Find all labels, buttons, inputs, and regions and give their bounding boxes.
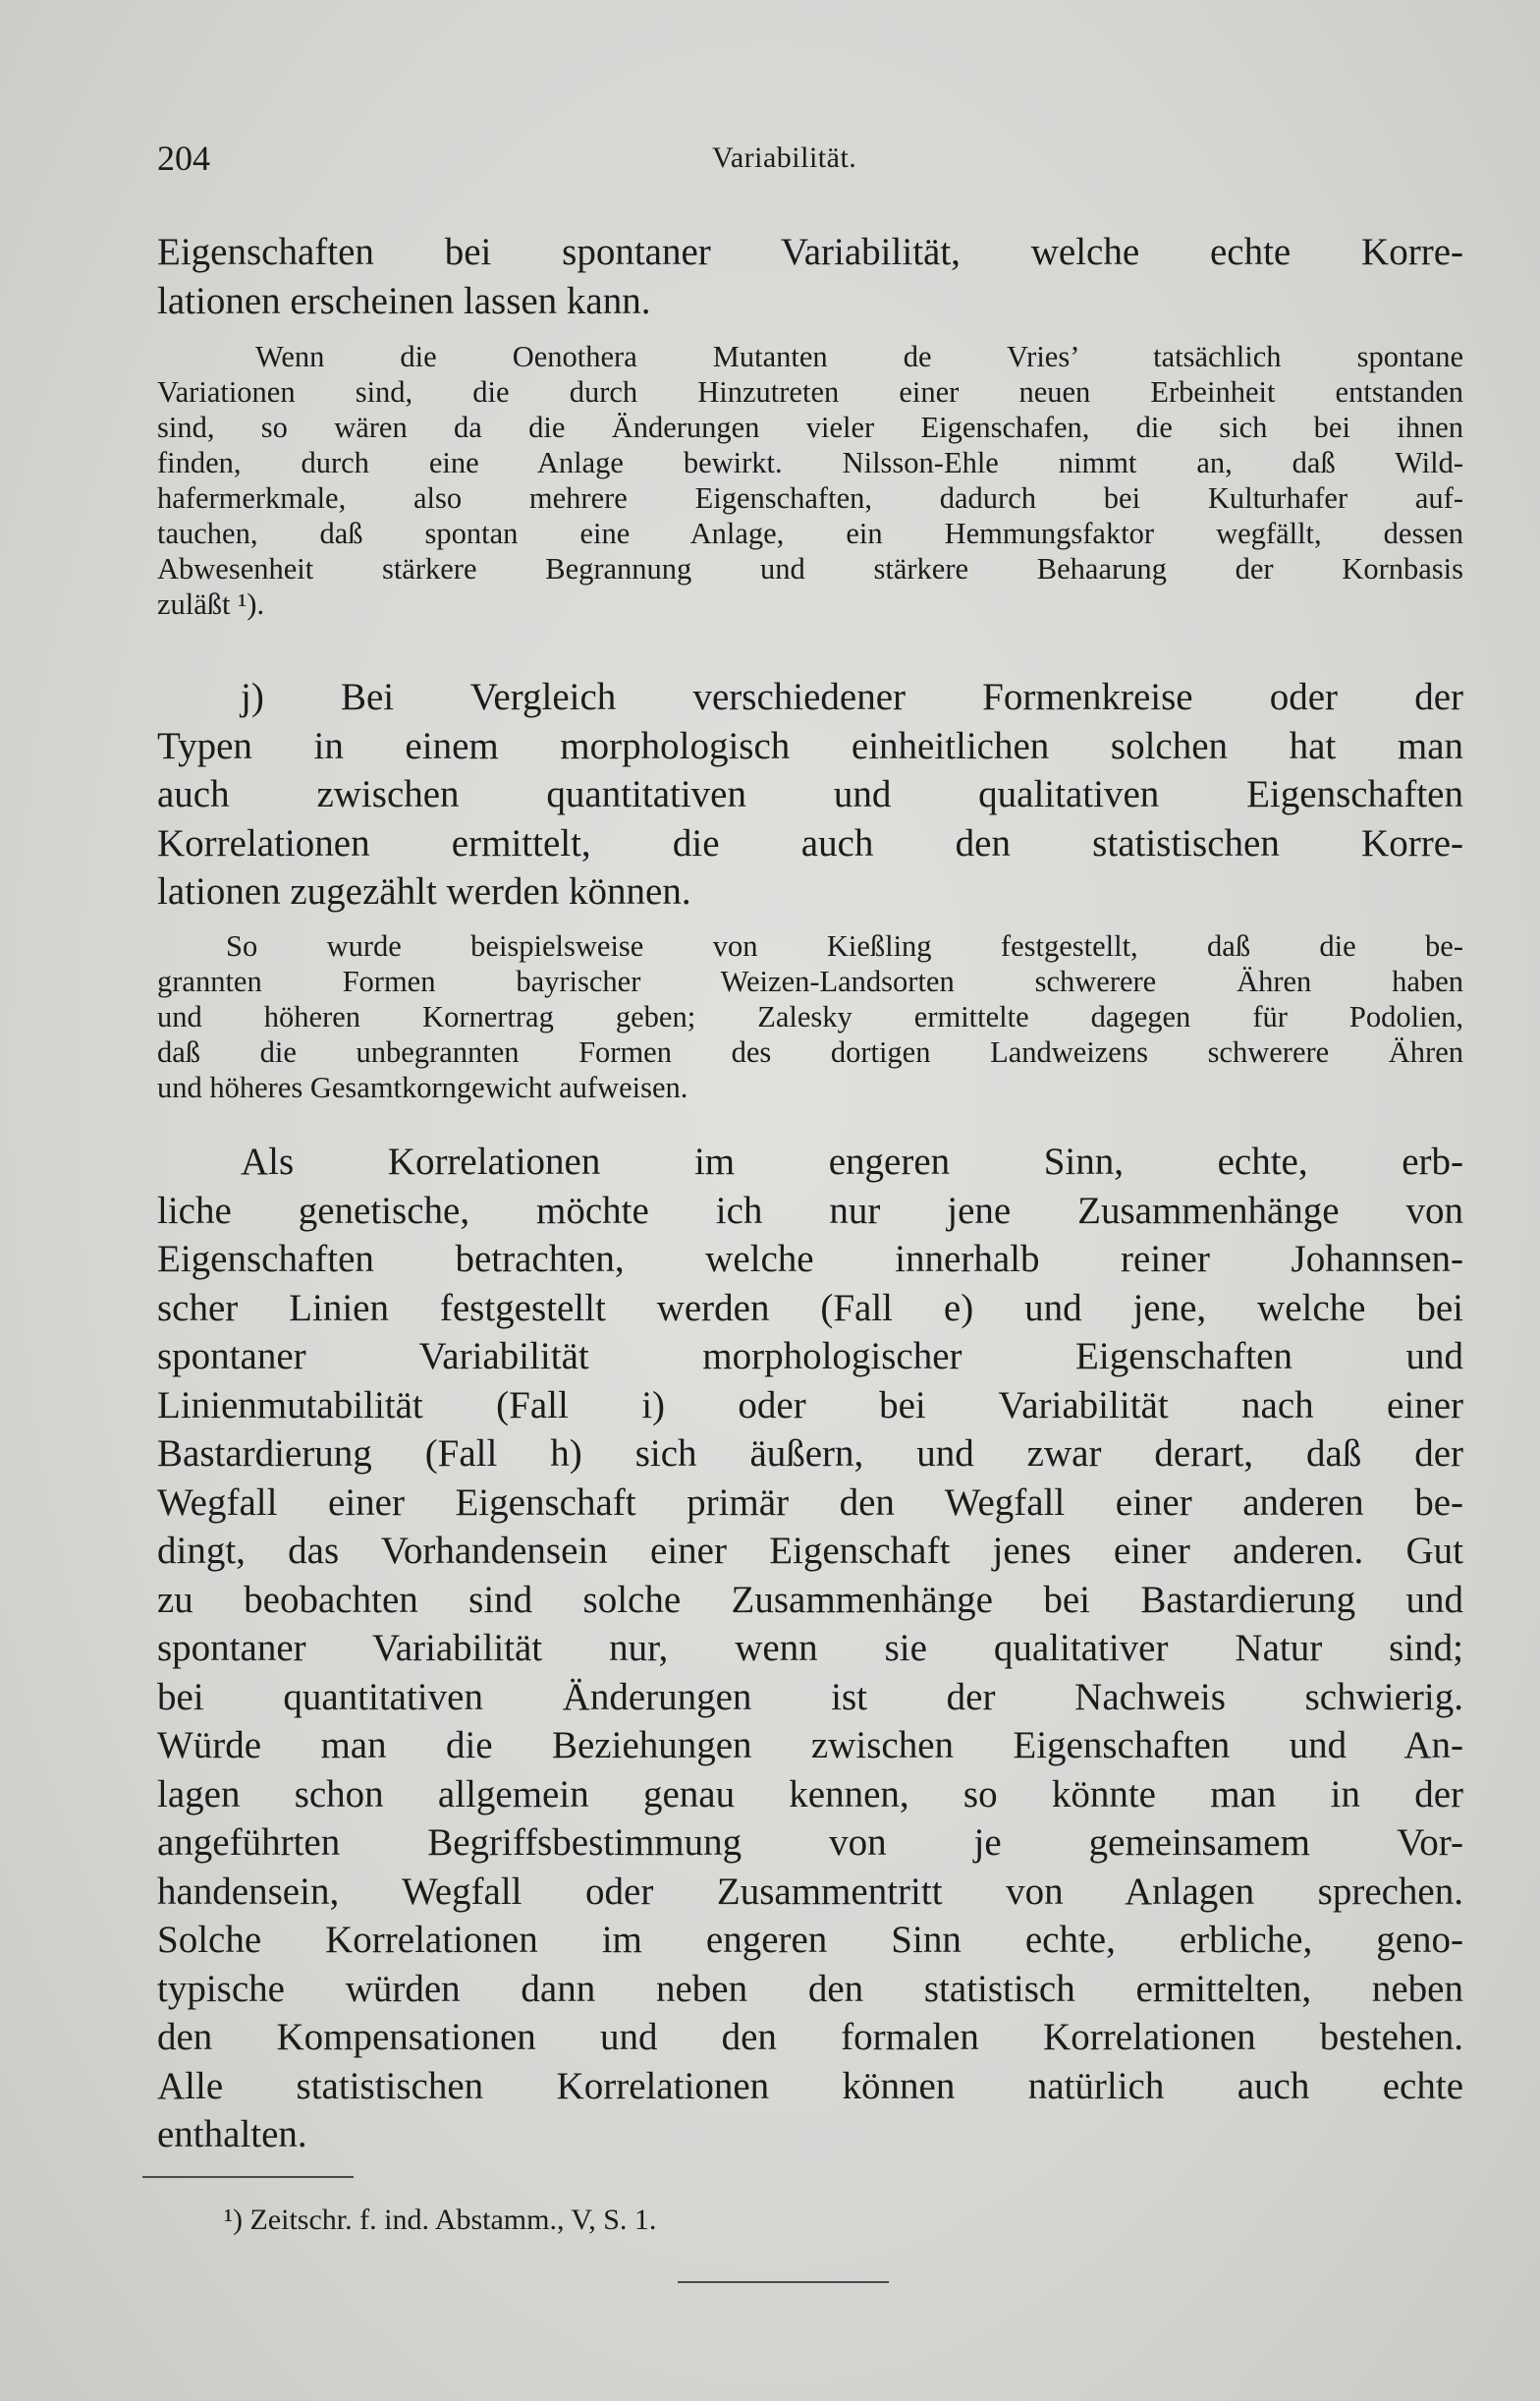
text-line: daß die unbegrannten Formen des dortigen Landweizens schwerere Ähren (157, 1035, 1463, 1069)
text-line: sind, so wären da die Änderungen vieler Eigenschafen, die sich bei ihnen (157, 411, 1463, 444)
text-line: zuläßt ¹). (157, 587, 265, 621)
page-number: 204 (157, 139, 210, 178)
text-line: und höheres Gesamtkorngewicht aufweisen. (157, 1071, 688, 1104)
text-line: Solche Korrelationen im engeren Sinn echte, erbliche, geno- (157, 1919, 1463, 1961)
small-print-paragraph-oenothera (157, 339, 1463, 622)
text-line: spontaner Variabilität morphologischer Eigenschaften und (157, 1335, 1463, 1377)
text-line: lationen zugezählt werden können. (157, 870, 691, 913)
page-header (157, 138, 1463, 187)
text-line: spontaner Variabilität nur, wenn sie qualitativer Natur sind; (157, 1627, 1463, 1669)
text-line: Würde man die Beziehungen zwischen Eigenschaften und An- (157, 1724, 1463, 1766)
text-line: scher Linien festgestellt werden (Fall e) und jene, welche bei (157, 1286, 1463, 1329)
text-line: grannten Formen bayrischer Weizen-Landsorten schwerere Ähren haben (157, 965, 1463, 998)
footnote-divider (142, 2176, 354, 2178)
text-line: Wegfall einer Eigenschaft primär den Wegfall einer anderen be- (157, 1480, 1463, 1524)
text-line: und höheren Kornertrag geben; Zalesky ermittelte dagegen für Podolien, (157, 1000, 1463, 1033)
text-line: Wenn die Oenothera Mutanten de Vries’ tatsächlich spontane (255, 340, 1463, 373)
text-line: Eigenschaften betrachten, welche innerhalb reiner Johannsen- (157, 1238, 1463, 1280)
text-line: lagen schon allgemein genau kennen, so könnte man in der (157, 1772, 1463, 1815)
paragraph-section-j (157, 673, 1463, 917)
text-line: Typen in einem morphologisch einheitlichen solchen hat man (157, 724, 1463, 767)
text-line: Linienmutabilität (Fall i) oder bei Variabilität nach einer (157, 1383, 1463, 1426)
footnote: ¹) Zeitschr. f. ind. Abstamm., V, S. 1. (224, 2204, 657, 2236)
text-line: Korrelationen ermittelt, die auch den statistischen Korre- (157, 821, 1463, 865)
text-line: Abwesenheit stärkere Begrannung und stärkere Behaarung der Kornbasis (157, 552, 1463, 586)
running-head: Variabilität. (712, 141, 857, 174)
text-line: finden, durch eine Anlage bewirkt. Nilsson-Ehle nimmt an, daß Wild- (157, 446, 1463, 479)
text-line: handensein, Wegfall oder Zusammentritt von Anlagen sprechen. (157, 1870, 1463, 1913)
text-line: auch zwischen quantitativen und qualitativen Eigenschaften (157, 773, 1463, 815)
text-line: Als Korrelationen im engeren Sinn, echte, erb- (241, 1141, 1463, 1183)
small-print-paragraph-kiessling (157, 928, 1463, 1105)
paragraph-continuation (157, 228, 1463, 325)
text-line: angeführten Begriffsbestimmung von je gemeinsamem Vor- (157, 1821, 1463, 1864)
text-line: Variationen sind, die durch Hinzutreten einer neuen Erbeinheit entstanden (157, 375, 1463, 409)
text-line: hafermerkmale, also mehrere Eigenschaften, dadurch bei Kulturhafer auf- (157, 481, 1463, 515)
text-line: bei quantitativen Änderungen ist der Nachweis schwierig. (157, 1675, 1463, 1718)
text-line: den Kompensationen und den formalen Korrelationen bestehen. (157, 2016, 1463, 2058)
text-line: Bastardierung (Fall h) sich äußern, und zwar derart, daß der (157, 1432, 1463, 1475)
text-line: typische würden dann neben den statistisch ermittelten, neben (157, 1967, 1463, 2010)
text-line: j) Bei Vergleich verschiedener Formenkreise oder der (241, 676, 1463, 718)
text-line: lationen erscheinen lassen kann. (157, 279, 651, 322)
text-line: zu beobachten sind solche Zusammenhänge bei Bastardierung und (157, 1578, 1463, 1621)
end-divider (678, 2281, 889, 2283)
text-line: Eigenschaften bei spontaner Variabilität, welche echte Korre- (157, 231, 1463, 273)
text-line: enthalten. (157, 2113, 307, 2155)
text-line: Alle statistischen Korrelationen können natürlich auch echte (157, 2064, 1463, 2107)
text-line: So wurde beispielsweise von Kießling festgestellt, daß die be- (226, 929, 1463, 963)
text-line: dingt, das Vorhandensein einer Eigenschaft jenes einer anderen. Gut (157, 1530, 1463, 1572)
text-line: tauchen, daß spontan eine Anlage, ein Hemmungsfaktor wegfällt, dessen (157, 517, 1463, 550)
text-line: liche genetische, möchte ich nur jene Zusammenhänge von (157, 1189, 1463, 1232)
paragraph-korrelationen-engeren-sinn (157, 1138, 1463, 2159)
